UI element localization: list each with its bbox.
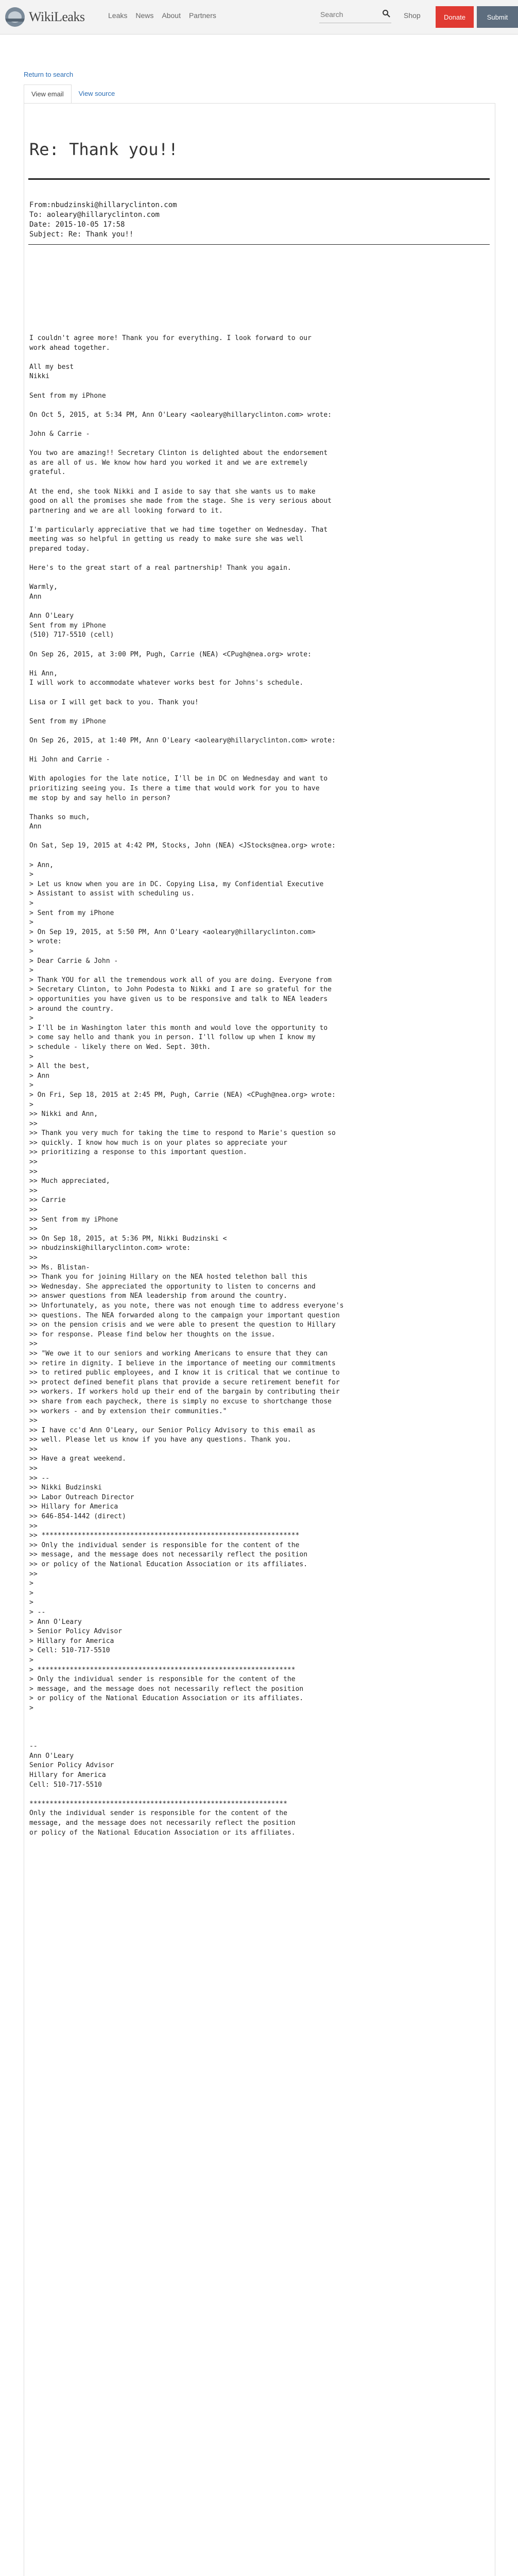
email-body: I couldn't agree more! Thank you for everything. I look forward to our work ahead together. All my best Nikki Sent from my iPhone On Oct 5, 2015, at 5:34 PM, Ann O'Leary <aoleary@hillaryclinton.com> wrote: John & Carrie - You two are amazing!! Secretary Clinton is delighted about the endorsement as are all of us. We know how hard you worked it and we are extremely grateful. At the end, she took Nikki and I aside to say that she wants us to make good on all the promises she made from the stage. She is very serious about partnering and we are all looking forward to it. I'm particularly appreciative that we had time together on Wednesday. That meeting was so helpful in getting us ready to make sure she was well prepared today. Here's to the great start of a real partnership! Thank you again. Warmly, Ann Ann O'Leary Sent from my iPhone (510) 717-5510 (cell) On Sep 26, 2015, at 3:00 PM, Pugh, Carrie (NEA) <CPugh@nea.org> wrote: Hi Ann, I will work to accommodate whatever works best for Johns's schedule. Lisa or I will get back to you. Thank you! Sent from my iPhone On Sep 26, 2015, at 1:40 PM, Ann O'Leary <aoleary@hillaryclinton.com> wrote: Hi John and Carrie - With apologies for the late notice, I'll be in DC on Wednesday and want to prioritizing seeing you. Is there a time that would work for you to have me stop by and say hello in person? Thanks so much, Ann On Sat, Sep 19, 2015 at 4:42 PM, Stocks, John (NEA) <JStocks@nea.org> wrote: > Ann, > > Let us know when you are in DC. Copying Lisa, my Confidential Executive > Assistant to assist with scheduling us. > > Sent from my iPhone > > On Sep 19, 2015, at 5:50 PM, Ann O'Leary <aoleary@hillaryclinton.com> > wrote: > > Dear Carrie & John - > > Thank YOU for all the tremendous work all of you are doing. Everyone from > Secretary Clinton, to John Podesta to Nikki and I are so grateful for the > opportunities you have given us to be responsive and talk to NEA leaders > around the country. > > I'll be in Washington later this month and would love the opportunity to > come say hello and thank you in person. I'll follow up when I know my > schedule - likely there on Wed. Sept. 30th. > > All the best, > Ann > > On Fri, Sep 18, 2015 at 2:45 PM, Pugh, Carrie (NEA) <CPugh@nea.org> wrote: > >> Nikki and Ann, >> >> Thank you very much for taking the time to respond to Marie's question so >> quickly. I know how much is on your plates so appreciate your >> prioritizing a response to this important question. >> >> >> Much appreciated, >> >> Carrie >> >> Sent from my iPhone >> >> On Sep 18, 2015, at 5:36 PM, Nikki Budzinski < >> nbudzinski@hillaryclinton.com> wrote: >> >> Ms. Blistan- >> Thank you for joining Hillary on the NEA hosted telethon ball this >> Wednesday. She appreciated the opportunity to listen to concerns and >> answer questions from NEA leadership from around the country. >> Unfortunately, as you note, there was not enough time to address everyone's >> questions. The NEA forwarded along to the campaign your important question >> on the pension crisis and we were able to present the question to Hillary >> for response. Please find below her thoughts on the issue. >> >> "We owe it to our seniors and working Americans to ensure that they can >> retire in dignity. I believe in the importance of meeting our commitments >> to retired public employees, and I know it is critical that we continue to >> protect defined benefit plans that provide a secure retirement benefit for >> workers. If workers hold up their end of the bargain by contributing their >> share from each paycheck, there is simply no excuse to shortchange those >> workers - and by extension their communities." >> >> I have cc'd Ann O'Leary, our Senior Policy Advisory to this email as >> well. Please let us know if you have any questions. Thank you. >> >> Have a great weekend. >> >> -- >> Nikki Budzinski >> Labor Outreach Director >> Hillary for America >> 646-854-1442 (direct) >> >> **************************************************************** >> Only the individual sender is responsible for the content of the >> message, and the message does not necessarily reflect the position >> or policy of the National Education Association or its affiliates. >> > > > > -- > Ann O'Leary > Senior Policy Advisor > Hillary for America > Cell: 510-717-5510 > > **************************************************************** > Only the individual sender is responsible for the content of the > message, and the message does not necessarily reflect the position > or policy of the National Education Association or its affiliates. > -- Ann O'Leary Senior Policy Advisor Hillary for America Cell: 510-717-5510 **************************************************************** Only the individual sender is responsible for the content of the message, and the message does not necessarily reflect the position or policy of the National Education Association or its affiliates. [29, 334, 344, 1837]
donate-button[interactable]: Donate [436, 6, 474, 28]
top-bar [0, 0, 518, 35]
nav-leaks[interactable]: Leaks [108, 11, 128, 20]
email-subject-title: Re: Thank you!! [29, 140, 178, 159]
submit-button[interactable]: Submit [477, 6, 518, 28]
nav-news[interactable]: News [135, 11, 154, 20]
nav-partners[interactable]: Partners [188, 11, 216, 20]
email-headers: From:nbudzinski@hillaryclinton.com To: aoleary@hillaryclinton.com Date: 2015-10-05 17:58 Subject: Re: Thank you!! [29, 201, 177, 239]
shop-link[interactable]: Shop [404, 11, 421, 20]
tab-view-source[interactable]: View source [78, 90, 115, 97]
logo-text: WikiLeaks [29, 9, 85, 24]
search-box [319, 7, 391, 23]
return-to-search-link[interactable]: Return to search [24, 71, 74, 78]
view-tabs [24, 84, 122, 104]
logo[interactable] [5, 7, 85, 27]
main-nav [108, 11, 216, 20]
divider [28, 178, 490, 180]
nav-about[interactable]: About [162, 11, 181, 20]
search-input[interactable] [319, 7, 378, 22]
hourglass-icon [5, 7, 25, 27]
tab-view-email[interactable]: View email [24, 84, 72, 104]
search-icon[interactable] [382, 9, 390, 18]
email-card [24, 103, 495, 2576]
divider [28, 244, 490, 245]
